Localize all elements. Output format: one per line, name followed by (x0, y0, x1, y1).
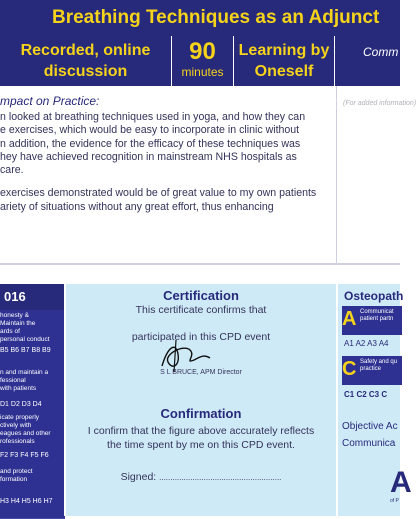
standard-text: icate properly (0, 414, 40, 421)
theme-text: Safety and qu (360, 359, 398, 365)
signature-image (154, 336, 214, 376)
certification-heading: Certification (163, 288, 239, 303)
impact-paragraph-1 (0, 111, 336, 177)
theme-text: patient partn (360, 316, 394, 322)
impact-line: ariety of situations without any great effort, thus enhancing (0, 200, 274, 213)
impact-line: n looked at breathing techniques used in yoga, and how they can (0, 111, 306, 123)
signed-label: Signed: (120, 471, 157, 483)
standard-text: formation (0, 476, 28, 483)
theme-letter: C (342, 358, 357, 380)
certification-line-2: participated in this CPD event (131, 331, 271, 343)
osteo-heading: Osteopath (344, 289, 404, 303)
standard-codes: F2 F3 F4 F5 F6 (0, 452, 49, 459)
standard-text: rofessionals (0, 438, 35, 445)
impact-section (0, 86, 336, 264)
association-logo (390, 468, 412, 504)
standard-text: with patients (0, 385, 37, 392)
standard-codes: B5 B6 B7 B8 B9 (0, 347, 51, 354)
osteopathic-standards-panel (336, 284, 412, 516)
standards-column (0, 284, 64, 516)
impact-line: hey have achieved recognition in mainstream NHS hospitals as (0, 150, 297, 163)
standards-heading: 016 (0, 284, 64, 310)
event-format (0, 36, 172, 86)
standard-codes: D1 D2 D3 D4 (0, 401, 42, 408)
duration-box (172, 36, 234, 86)
standard-text: and protect (0, 468, 33, 475)
standard-codes: H3 H4 H5 H6 H7 (0, 498, 53, 505)
standard-text: fessional (0, 377, 26, 384)
notes-field[interactable]: (For added information) (336, 86, 400, 264)
theme-letter: A (342, 308, 357, 330)
duration-unit: minutes (181, 65, 224, 79)
page-title: Breathing Techniques as an Adjunct (0, 0, 400, 36)
objective-text (342, 418, 398, 452)
standard-text: personal conduct (0, 336, 50, 343)
learning-type (234, 36, 334, 86)
confirmation-line-1: I confirm that the figure above accurately reflects (87, 425, 315, 437)
objective-line: Objective Ac (342, 421, 398, 432)
confirmation-heading: Confirmation (160, 406, 242, 421)
theme-text: Communicat (360, 309, 394, 315)
logo-subtext: of P (390, 498, 399, 504)
theme-box-c (342, 356, 402, 385)
certification-line-1: This certificate confirms that (135, 304, 267, 316)
standard-box-d (0, 363, 65, 412)
impact-line: n addition, the evidence for the efficacy of these techniques was (0, 137, 301, 150)
signed-field[interactable] (66, 470, 336, 485)
learning-type-label: Learning by Oneself (238, 42, 330, 80)
theme-codes-a: A1 A2 A3 A4 (344, 339, 389, 348)
comments-header: Comm (334, 36, 400, 86)
impact-line: exercises demonstrated would be of great value to my own patients (0, 187, 317, 200)
impact-paragraph-2 (0, 187, 336, 214)
confirmation-line-2: the time spent by me on this CPD event. (107, 439, 295, 451)
standard-text: eagues and other (0, 430, 51, 437)
standard-box-b (0, 310, 65, 365)
signatory-name: S L BRUCE, APM Director (160, 369, 242, 376)
impact-line: e exercises, which would be easy to incorporate in clinic without (0, 124, 300, 137)
event-format-label: Recorded, online discussion (20, 42, 151, 80)
standard-box-f (0, 410, 65, 465)
certification-panel (64, 284, 336, 516)
standard-text: ards of (0, 328, 20, 335)
theme-text: practice (360, 366, 382, 372)
standard-text: n and maintain a (0, 369, 49, 376)
standard-text: Maintain the (0, 320, 36, 327)
duration-value: 90 (189, 38, 216, 65)
theme-box-a (342, 306, 402, 335)
objective-line: Communica (342, 438, 396, 449)
theme-codes-c: C1 C2 C3 C (344, 390, 388, 399)
standard-text: ctively with (0, 422, 32, 429)
impact-heading: mpact on Practice: (0, 94, 100, 108)
standard-text: honesty & (0, 312, 29, 319)
section-divider (0, 263, 400, 265)
signed-dotted-line: ....................................................... (159, 473, 282, 482)
impact-line: care. (0, 164, 24, 177)
logo-letter: A (390, 466, 412, 499)
standard-box-h (0, 463, 65, 519)
